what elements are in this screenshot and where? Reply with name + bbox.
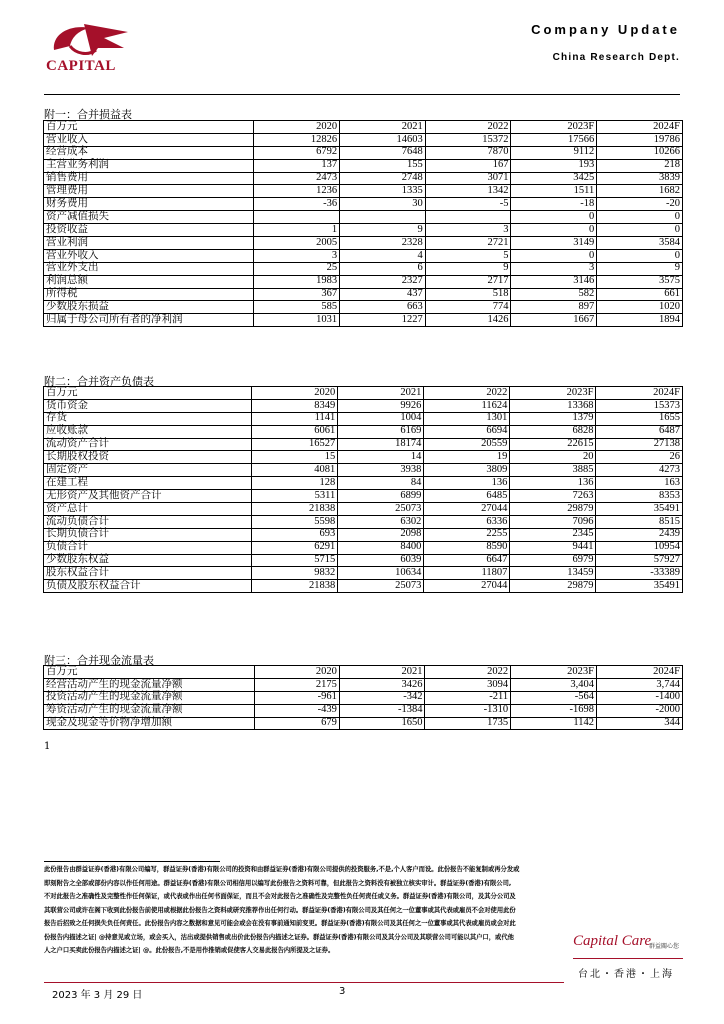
table-cell: 693 xyxy=(252,528,338,541)
row-label: 存货 xyxy=(44,412,252,425)
table-cell: 3885 xyxy=(510,464,596,477)
table-row xyxy=(44,224,683,237)
year-header: 2022 xyxy=(425,666,511,679)
table-cell: 7870 xyxy=(425,146,511,159)
footnote-divider xyxy=(44,861,220,862)
capital-care-tagline: 群益關心您 xyxy=(649,943,680,950)
row-label: 资产减值损失 xyxy=(44,211,254,224)
table-row xyxy=(44,314,683,327)
table-cell: 7648 xyxy=(340,146,426,159)
table-cell: 35491 xyxy=(596,580,683,593)
table-row xyxy=(44,464,683,477)
table-row xyxy=(44,704,683,717)
table-cell: 344 xyxy=(597,717,683,730)
table-row xyxy=(44,425,683,438)
table-cell: 1031 xyxy=(254,314,340,327)
balance-sheet-table xyxy=(43,386,683,593)
table-cell: 582 xyxy=(511,288,597,301)
table-cell: 1227 xyxy=(340,314,426,327)
table-cell: 9832 xyxy=(252,567,338,580)
table-cell: 9926 xyxy=(338,399,424,412)
table-cell: 30 xyxy=(340,198,426,211)
table-cell: 3,744 xyxy=(597,678,683,691)
table-cell: 167 xyxy=(425,159,511,172)
disclaimer-line: 不对此报告之准确性及完整性作任何保证，或代表或作出任何书面保证，而且不会对此报告之准确性及完整性负任何责任或义务。群益证券(香港)有限公司，及其分公司及 xyxy=(44,893,516,900)
table-cell: 1650 xyxy=(339,717,425,730)
row-label: 主营业务利润 xyxy=(44,159,254,172)
table-cell: 3 xyxy=(254,249,340,262)
table-row xyxy=(44,275,683,288)
table-cell: 19786 xyxy=(597,133,683,146)
table-cell: 6485 xyxy=(424,490,510,503)
row-label: 投资收益 xyxy=(44,224,254,237)
table-cell: 1141 xyxy=(252,412,338,425)
table-cell: 1236 xyxy=(254,185,340,198)
table-row xyxy=(44,580,683,593)
table-cell: 6336 xyxy=(424,515,510,528)
row-label: 筹资活动产生的现金流量净额 xyxy=(44,704,255,717)
year-header: 2023F xyxy=(511,666,597,679)
table-cell: 2721 xyxy=(425,237,511,250)
table-cell: 1335 xyxy=(340,185,426,198)
table-cell: 3839 xyxy=(597,172,683,185)
table-cell: 679 xyxy=(254,717,339,730)
table-cell: 21838 xyxy=(252,580,338,593)
table-cell: 518 xyxy=(425,288,511,301)
table-cell: 2748 xyxy=(340,172,426,185)
office-cities: 台北・香港・上海 xyxy=(578,969,674,980)
table-row xyxy=(44,399,683,412)
row-label: 资产总计 xyxy=(44,503,252,516)
year-header: 2022 xyxy=(425,121,511,134)
table-cell: 3,404 xyxy=(511,678,597,691)
row-label: 流动负债合计 xyxy=(44,515,252,528)
year-header: 2020 xyxy=(254,121,340,134)
row-label: 营业利润 xyxy=(44,237,254,250)
table-cell: 3094 xyxy=(425,678,511,691)
table-cell: 155 xyxy=(340,159,426,172)
table-cell: 136 xyxy=(424,477,510,490)
row-label: 无形资产及其他资产合计 xyxy=(44,490,252,503)
table-cell: 0 xyxy=(597,224,683,237)
table-row xyxy=(44,541,683,554)
balance-sheet-title: 附二：合并资产负债表 xyxy=(44,375,154,388)
table-cell: 1020 xyxy=(597,301,683,314)
table-cell: -961 xyxy=(254,691,339,704)
table-cell: 0 xyxy=(597,249,683,262)
table-cell: 136 xyxy=(510,477,596,490)
row-label: 货币资金 xyxy=(44,399,252,412)
table-cell: -1384 xyxy=(339,704,425,717)
table-cell: -564 xyxy=(511,691,597,704)
table-cell: 2473 xyxy=(254,172,340,185)
table-cell: -211 xyxy=(425,691,511,704)
table-cell: 14603 xyxy=(340,133,426,146)
table-cell: 1426 xyxy=(425,314,511,327)
table-cell: 22615 xyxy=(510,438,596,451)
table-cell: 2255 xyxy=(424,528,510,541)
table-cell: 2175 xyxy=(254,678,339,691)
table-cell: 1983 xyxy=(254,275,340,288)
table-cell: 27044 xyxy=(424,580,510,593)
cash-flow-title: 附三：合并现金流量表 xyxy=(44,654,154,667)
table-cell: -1400 xyxy=(597,691,683,704)
table-cell: 3575 xyxy=(597,275,683,288)
table-cell: 15373 xyxy=(596,399,683,412)
disclaimer-line: 即刻附告之全部或部份内容以作任何用途。群益证券(香港)有限公司相信用以编写此份报告之资料可靠，但此报告之资料没有被独立核实审计。群益证券(香港)有限公司, xyxy=(44,879,512,887)
page-number: 3 xyxy=(339,986,346,997)
table-cell: 27138 xyxy=(596,438,683,451)
table-row xyxy=(44,567,683,580)
table-cell: 3 xyxy=(425,224,511,237)
table-cell: 15372 xyxy=(425,133,511,146)
table-cell: 25073 xyxy=(338,503,424,516)
table-cell: 6291 xyxy=(252,541,338,554)
table-cell: 13368 xyxy=(510,399,596,412)
income-statement-table xyxy=(43,120,683,327)
table-row xyxy=(44,146,683,159)
table-cell: 1142 xyxy=(511,717,597,730)
table-cell: 9 xyxy=(597,262,683,275)
table-cell: 2717 xyxy=(425,275,511,288)
table-cell: 1342 xyxy=(425,185,511,198)
table-cell: 8515 xyxy=(596,515,683,528)
row-label: 销售费用 xyxy=(44,172,254,185)
table-cell: 1682 xyxy=(597,185,683,198)
table-cell: -1698 xyxy=(511,704,597,717)
table-cell: 9 xyxy=(425,262,511,275)
table-cell: -1310 xyxy=(425,704,511,717)
table-cell: 13459 xyxy=(510,567,596,580)
table-cell: 11807 xyxy=(424,567,510,580)
table-cell: 437 xyxy=(340,288,426,301)
table-row xyxy=(44,262,683,275)
table-cell: 20 xyxy=(510,451,596,464)
table-row xyxy=(44,678,683,691)
table-cell: 3149 xyxy=(511,237,597,250)
table-cell: 9441 xyxy=(510,541,596,554)
table-cell: -33389 xyxy=(596,567,683,580)
row-label: 经营成本 xyxy=(44,146,254,159)
table-cell: 27044 xyxy=(424,503,510,516)
row-label: 在建工程 xyxy=(44,477,252,490)
table-row xyxy=(44,691,683,704)
table-cell: 1004 xyxy=(338,412,424,425)
table-row xyxy=(44,503,683,516)
row-label: 少数股东权益 xyxy=(44,554,252,567)
table-cell: 6487 xyxy=(596,425,683,438)
disclaimer-line: 报告后招致之任何损失负任何责任。此份报告内容之数据和意见可能会或会在没有事前通知前变更。群益证券(香港)有限公司及其任何之一位董事或其代表或雇员或会对此 xyxy=(44,920,516,927)
table-cell: -36 xyxy=(254,198,340,211)
table-cell xyxy=(254,211,340,224)
row-label: 经营活动产生的现金流量净额 xyxy=(44,678,255,691)
table-cell: 0 xyxy=(511,249,597,262)
year-header: 2024F xyxy=(597,121,683,134)
table-cell: 4 xyxy=(340,249,426,262)
table-cell: 1511 xyxy=(511,185,597,198)
row-label: 现金及现金等价物净增加额 xyxy=(44,717,255,730)
table-cell: 17566 xyxy=(511,133,597,146)
table-cell: 3425 xyxy=(511,172,597,185)
table-cell: 2327 xyxy=(340,275,426,288)
table-cell: 10954 xyxy=(596,541,683,554)
table-cell: 3809 xyxy=(424,464,510,477)
year-header: 2021 xyxy=(340,121,426,134)
table-cell: -18 xyxy=(511,198,597,211)
table-cell: 585 xyxy=(254,301,340,314)
row-label: 营业外收入 xyxy=(44,249,254,262)
table-cell xyxy=(425,211,511,224)
table-cell: 1379 xyxy=(510,412,596,425)
table-cell: 193 xyxy=(511,159,597,172)
row-label: 营业收入 xyxy=(44,133,254,146)
year-header: 2024F xyxy=(596,387,683,400)
income-statement-title: 附一：合并损益表 xyxy=(44,108,132,121)
table-cell: 6647 xyxy=(424,554,510,567)
table-cell: -20 xyxy=(597,198,683,211)
table-row xyxy=(44,528,683,541)
table-cell: 9112 xyxy=(511,146,597,159)
table-cell: 8353 xyxy=(596,490,683,503)
table-header-row xyxy=(44,666,683,679)
table-cell: 6 xyxy=(340,262,426,275)
table-row xyxy=(44,198,683,211)
table-cell: 57927 xyxy=(596,554,683,567)
row-label: 所得税 xyxy=(44,288,254,301)
table-cell: 26 xyxy=(596,451,683,464)
header-divider xyxy=(44,94,680,95)
table-cell: 0 xyxy=(597,211,683,224)
table-cell: 5311 xyxy=(252,490,338,503)
table-cell: 2345 xyxy=(510,528,596,541)
table-cell: 25073 xyxy=(338,580,424,593)
disclaimer-line: 此份报告由群益证券(香港)有限公司编写，群益证券(香港)有限公司的投资和由群益证券(香港)有限公司提供的投资服务,不是,个人客户而设。此份报告不能复制或再分发或 xyxy=(44,866,520,873)
row-label: 流动资产合计 xyxy=(44,438,252,451)
table-cell: 1655 xyxy=(596,412,683,425)
table-cell: 2005 xyxy=(254,237,340,250)
row-label: 固定资产 xyxy=(44,464,252,477)
table-cell: 6169 xyxy=(338,425,424,438)
table-row xyxy=(44,477,683,490)
table-row xyxy=(44,490,683,503)
table-header-row xyxy=(44,387,683,400)
row-label: 应收账款 xyxy=(44,425,252,438)
table-cell: 3584 xyxy=(597,237,683,250)
row-label: 长期负债合计 xyxy=(44,528,252,541)
table-cell: 3938 xyxy=(338,464,424,477)
row-label: 负债及股东权益合计 xyxy=(44,580,252,593)
row-label: 管理费用 xyxy=(44,185,254,198)
table-row xyxy=(44,451,683,464)
table-cell: 6899 xyxy=(338,490,424,503)
disclaimer-line: 其联营公司或许在阁下收到此份报告前使用或根据此份报告之资料或研究推荐作出任何行动。群益证券(香港)有限公司及其任何之一位董事或其代表或雇员不会对使用此份 xyxy=(44,906,516,914)
table-cell: 6061 xyxy=(252,425,338,438)
table-cell: 11624 xyxy=(424,399,510,412)
table-cell: 29879 xyxy=(510,503,596,516)
row-label: 归属于母公司所有者的净利润 xyxy=(44,314,254,327)
table-cell: 218 xyxy=(597,159,683,172)
year-header: 2021 xyxy=(339,666,425,679)
row-label: 少数股东损益 xyxy=(44,301,254,314)
table-cell: 84 xyxy=(338,477,424,490)
cash-flow-table xyxy=(43,665,683,730)
table-cell: 2439 xyxy=(596,528,683,541)
table-cell: 5715 xyxy=(252,554,338,567)
table-cell: 137 xyxy=(254,159,340,172)
table-cell: -439 xyxy=(254,704,339,717)
year-header: 2022 xyxy=(424,387,510,400)
row-label: 负债合计 xyxy=(44,541,252,554)
table-row xyxy=(44,185,683,198)
table-cell: 1894 xyxy=(597,314,683,327)
footnote-marker: 1 xyxy=(44,741,51,752)
page-header-title: Company Update xyxy=(531,22,680,37)
table-cell: 1735 xyxy=(425,717,511,730)
row-label: 财务费用 xyxy=(44,198,254,211)
table-row xyxy=(44,438,683,451)
table-cell: 9 xyxy=(340,224,426,237)
table-row xyxy=(44,717,683,730)
table-row xyxy=(44,412,683,425)
table-cell: 1 xyxy=(254,224,340,237)
table-cell: 4081 xyxy=(252,464,338,477)
year-header: 2020 xyxy=(254,666,339,679)
row-label: 利润总额 xyxy=(44,275,254,288)
capital-care-brand: Capital Care xyxy=(573,933,652,949)
table-cell: 35491 xyxy=(596,503,683,516)
table-cell: -5 xyxy=(425,198,511,211)
table-row xyxy=(44,211,683,224)
table-cell: 7263 xyxy=(510,490,596,503)
table-cell: 6694 xyxy=(424,425,510,438)
table-cell: 0 xyxy=(511,211,597,224)
table-cell: 8349 xyxy=(252,399,338,412)
unit-label: 百万元 xyxy=(44,387,252,400)
year-header: 2023F xyxy=(510,387,596,400)
table-cell: 4273 xyxy=(596,464,683,477)
table-cell: -2000 xyxy=(597,704,683,717)
table-row xyxy=(44,515,683,528)
table-cell: 663 xyxy=(340,301,426,314)
table-cell: 21838 xyxy=(252,503,338,516)
page-header-subtitle: China Research Dept. xyxy=(552,52,680,63)
unit-label: 百万元 xyxy=(44,121,254,134)
table-cell: 897 xyxy=(511,301,597,314)
table-cell: 128 xyxy=(252,477,338,490)
table-row xyxy=(44,301,683,314)
table-cell: 3071 xyxy=(425,172,511,185)
table-cell: 6828 xyxy=(510,425,596,438)
year-header: 2023F xyxy=(511,121,597,134)
table-cell: 1301 xyxy=(424,412,510,425)
table-cell: 12826 xyxy=(254,133,340,146)
table-cell xyxy=(340,211,426,224)
disclaimer-line: 人之户口买卖此份报告内描述之证| @。此份报告,不是用作推销或促使客人交易此报告内所提及之证券。 xyxy=(44,947,335,954)
row-label: 股东权益合计 xyxy=(44,567,252,580)
table-cell: 20559 xyxy=(424,438,510,451)
table-cell: 6302 xyxy=(338,515,424,528)
table-cell: 0 xyxy=(511,224,597,237)
table-cell: 163 xyxy=(596,477,683,490)
table-cell: 2098 xyxy=(338,528,424,541)
table-cell: 7096 xyxy=(510,515,596,528)
table-cell: 6039 xyxy=(338,554,424,567)
table-cell: 6792 xyxy=(254,146,340,159)
table-cell: 19 xyxy=(424,451,510,464)
table-cell: 8400 xyxy=(338,541,424,554)
unit-label: 百万元 xyxy=(44,666,255,679)
table-row xyxy=(44,133,683,146)
table-row xyxy=(44,554,683,567)
table-cell: 3426 xyxy=(339,678,425,691)
year-header: 2020 xyxy=(252,387,338,400)
table-row xyxy=(44,249,683,262)
footer-divider xyxy=(44,982,564,983)
table-row xyxy=(44,237,683,250)
table-cell: 3146 xyxy=(511,275,597,288)
table-cell: 774 xyxy=(425,301,511,314)
disclaimer-line: 份报告内描述之证| @持意见或立场，或会买入，沽出或提供销售或出价此份报告内描述之证券。群益证券(香港)有限公司及其分公司及其联营公司可能以其户口，或代他 xyxy=(44,933,514,941)
table-cell: 25 xyxy=(254,262,340,275)
table-row xyxy=(44,172,683,185)
table-header-row xyxy=(44,121,683,134)
table-cell: 10266 xyxy=(597,146,683,159)
table-row xyxy=(44,288,683,301)
table-cell: 2328 xyxy=(340,237,426,250)
table-cell: 3 xyxy=(511,262,597,275)
table-cell: 10634 xyxy=(338,567,424,580)
table-cell: 5 xyxy=(425,249,511,262)
brand-underline xyxy=(573,958,683,959)
table-row xyxy=(44,159,683,172)
table-cell: 16527 xyxy=(252,438,338,451)
table-cell: -342 xyxy=(339,691,425,704)
table-cell: 1667 xyxy=(511,314,597,327)
year-header: 2024F xyxy=(597,666,683,679)
table-cell: 5598 xyxy=(252,515,338,528)
table-cell: 29879 xyxy=(510,580,596,593)
report-date: 2023 年 3 月 29 日 xyxy=(52,990,143,1001)
row-label: 长期股权投资 xyxy=(44,451,252,464)
table-cell: 6979 xyxy=(510,554,596,567)
table-cell: 18174 xyxy=(338,438,424,451)
row-label: 营业外支出 xyxy=(44,262,254,275)
logo-text: CAPITAL xyxy=(46,58,116,74)
row-label: 投资活动产生的现金流量净额 xyxy=(44,691,255,704)
table-cell: 367 xyxy=(254,288,340,301)
table-cell: 15 xyxy=(252,451,338,464)
table-cell: 8590 xyxy=(424,541,510,554)
table-cell: 661 xyxy=(597,288,683,301)
year-header: 2021 xyxy=(338,387,424,400)
table-cell: 14 xyxy=(338,451,424,464)
